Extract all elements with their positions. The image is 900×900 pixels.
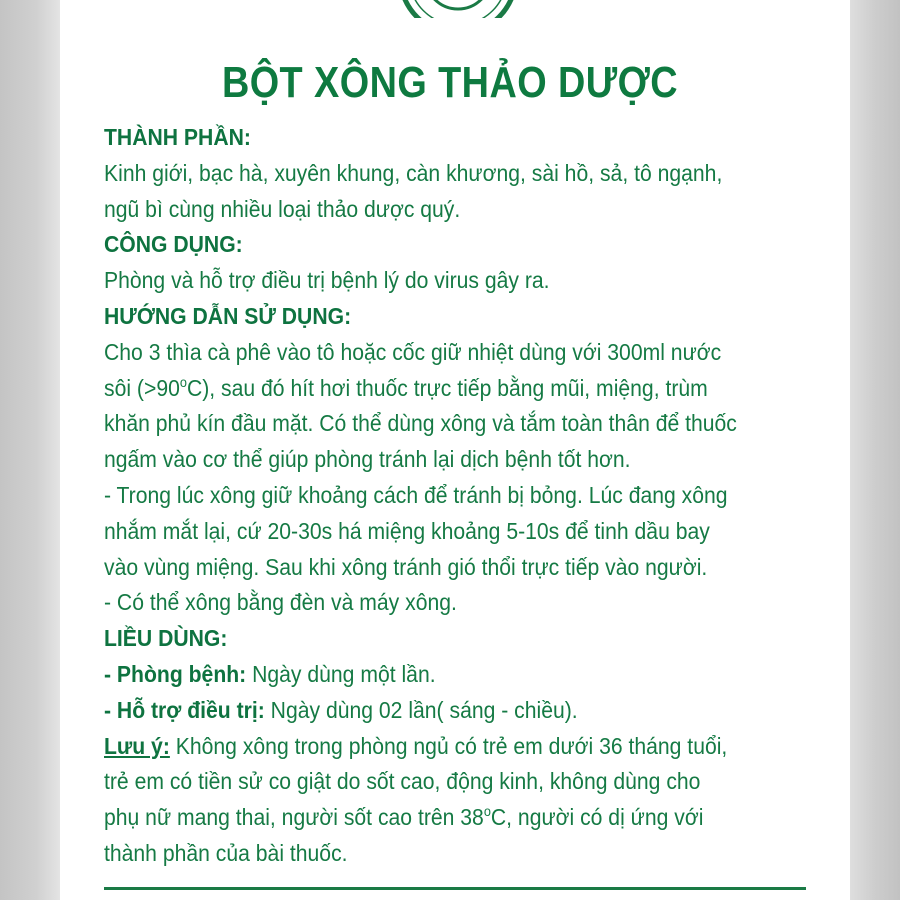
instructions-text: sôi (>90 <box>104 374 180 401</box>
instructions-heading: HƯỚNG DẪN SỬ DỤNG: <box>104 302 352 329</box>
ingredients-line: Kinh giới, bạc hà, xuyên khung, càn khương, sài hồ, sả, tô ngạnh, <box>104 159 723 186</box>
instructions-line <box>104 371 803 407</box>
degree-sign: o <box>483 804 491 820</box>
instructions-line: Cho 3 thìa cà phê vào tô hoặc cốc giữ nhiệt dùng với 300ml nước <box>104 338 722 365</box>
product-title: BỘT XÔNG THẢO DƯỢC <box>221 58 679 107</box>
label-content <box>104 120 803 872</box>
instructions-line: ngấm vào cơ thể giúp phòng tránh lại dịch bệnh tốt hơn. <box>104 446 631 473</box>
prevention-label: - Phòng bệnh: <box>104 660 247 687</box>
note-line: thành phần của bài thuốc. <box>104 839 348 866</box>
uses-line: Phòng và hỗ trợ điều trị bệnh lý do virus gây ra. <box>104 267 550 294</box>
instructions-line: nhắm mắt lại, cứ 20-30s há miệng khoảng 5-10s để tinh dầu bay <box>104 517 710 544</box>
instructions-text: C), sau đó hít hơi thuốc trực tiếp bằng mũi, miệng, trùm <box>186 374 708 401</box>
note-text: phụ nữ mang thai, người sốt cao trên 38 <box>104 804 484 831</box>
herbal-leaf-emblem-icon <box>391 0 525 18</box>
treatment-label: - Hỗ trợ điều trị: <box>104 696 265 723</box>
prevention-text: Ngày dùng một lần. <box>246 660 436 687</box>
background-right-edge <box>850 0 900 900</box>
instructions-line: vào vùng miệng. Sau khi xông tránh gió thổi trực tiếp vào người. <box>104 553 708 580</box>
note-line <box>104 800 803 836</box>
note-label: Lưu ý: <box>104 732 170 759</box>
treatment-text: Ngày dùng 02 lần( sáng - chiều). <box>264 696 578 723</box>
instructions-line: khăn phủ kín đầu mặt. Có thể dùng xông và tắm toàn thân để thuốc <box>104 410 737 437</box>
note-text: Không xông trong phòng ngủ có trẻ em dưới 36 tháng tuổi, <box>169 732 728 759</box>
instructions-line: - Trong lúc xông giữ khoảng cách để tránh bị bỏng. Lúc đang xông <box>104 481 728 508</box>
note-line <box>104 729 803 765</box>
dosage-heading: LIỀU DÙNG: <box>104 625 228 652</box>
note-text: C, người có dị ứng với <box>490 804 704 831</box>
dosage-treatment <box>104 693 803 729</box>
dosage-prevention <box>104 657 803 693</box>
background-left-edge <box>0 0 60 900</box>
uses-heading: CÔNG DỤNG: <box>104 231 243 258</box>
instructions-line: - Có thể xông bằng đèn và máy xông. <box>104 589 457 616</box>
degree-sign: o <box>179 374 187 390</box>
bottom-divider <box>104 887 806 890</box>
ingredients-heading: THÀNH PHẦN: <box>104 124 251 150</box>
ingredients-line: ngũ bì cùng nhiều loại thảo dược quý. <box>104 195 461 222</box>
note-line: trẻ em có tiền sử co giật do sốt cao, động kinh, không dùng cho <box>104 768 701 795</box>
